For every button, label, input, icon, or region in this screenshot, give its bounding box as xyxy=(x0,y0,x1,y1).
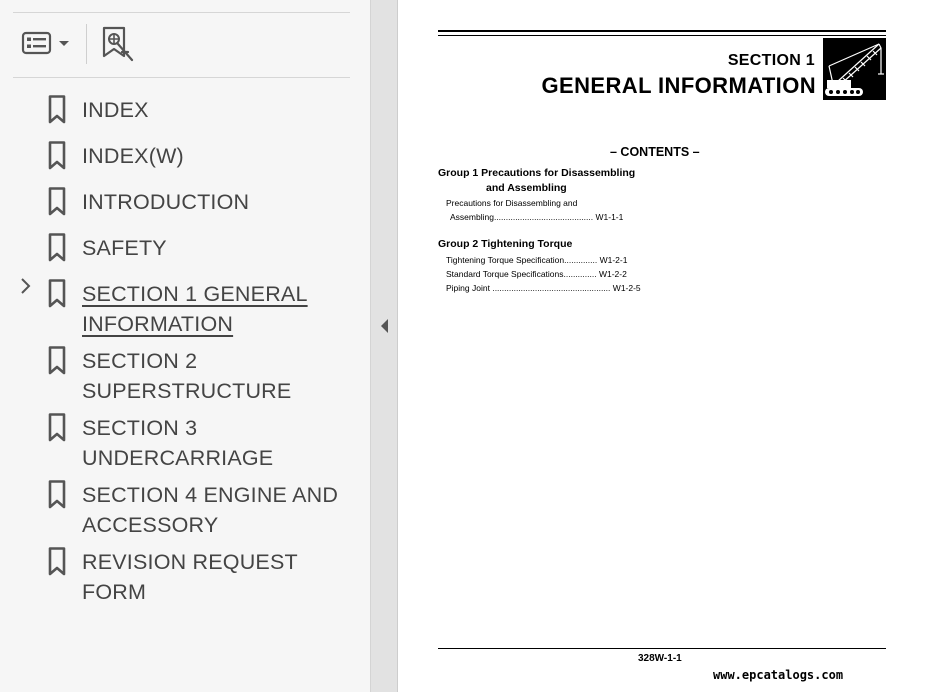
toc-leader: .......................................... xyxy=(493,212,594,222)
toc-entry-text: Tightening Torque Specification xyxy=(446,255,565,265)
header-rule xyxy=(438,30,886,32)
panel-splitter[interactable] xyxy=(371,0,398,692)
bookmark-label: INTRODUCTION xyxy=(82,190,250,214)
toc-entry-link[interactable] xyxy=(450,212,623,222)
bookmark-icon xyxy=(48,141,66,170)
bookmark-icon xyxy=(48,346,66,375)
watermark-text: www.epcatalogs.com xyxy=(713,668,844,682)
bookmark-icon xyxy=(48,233,66,262)
bookmark-icon xyxy=(48,413,66,442)
bookmark-icon xyxy=(48,187,66,216)
section-title: GENERAL INFORMATION xyxy=(541,73,816,98)
toc-entry-text: Precautions for Disassembling and xyxy=(446,198,578,208)
options-menu-button[interactable] xyxy=(18,26,74,62)
bookmark-icon xyxy=(48,279,66,308)
toc-entry-link[interactable] xyxy=(446,255,627,265)
list-options-icon xyxy=(18,26,74,62)
bookmarks-toolbar xyxy=(0,12,371,78)
toc-entry-text: Piping Joint xyxy=(446,283,490,293)
toc-entry-link[interactable] xyxy=(446,283,641,293)
bookmark-label: SAFETY xyxy=(82,236,167,260)
toolbar-divider-vertical xyxy=(86,24,87,64)
bookmark-icon xyxy=(48,480,66,509)
bookmark-icon xyxy=(48,95,66,124)
toc-leader: .................................................. xyxy=(492,283,611,293)
toc-entry-ref: W1-1-1 xyxy=(595,212,624,222)
toc-group-1-title: Group 1 Precautions for Disassembling xyxy=(438,167,636,179)
toc-leader: .............. xyxy=(564,255,598,265)
bookmark-label: SECTION 2 SUPERSTRUCTURE xyxy=(82,349,292,403)
section-number: SECTION 1 xyxy=(727,52,815,69)
bookmark-label: INDEX(W) xyxy=(82,144,184,168)
header-rule-thin xyxy=(438,35,886,36)
document-page xyxy=(398,0,925,692)
toc-entry-ref: W1-2-2 xyxy=(598,269,627,279)
toc-group-1-title-cont: and Assembling xyxy=(486,182,567,194)
toc-group-2-title: Group 2 Tightening Torque xyxy=(438,238,573,250)
toolbar-divider-bottom xyxy=(13,77,350,78)
toc-entry-ref: W1-2-1 xyxy=(599,255,628,265)
bookmark-label: REVISION REQUEST FORM xyxy=(82,550,298,604)
toc-leader: .............. xyxy=(563,269,597,279)
bookmark-label: SECTION 1 GENERAL INFORMATION xyxy=(82,282,308,336)
bookmark-label: INDEX xyxy=(82,98,149,122)
bookmarks-panel xyxy=(0,0,371,692)
contents-heading: – CONTENTS – xyxy=(610,145,700,159)
bookmark-label: SECTION 4 ENGINE AND ACCESSORY xyxy=(82,483,339,537)
crane-icon xyxy=(823,38,886,100)
toc-entry-link[interactable] xyxy=(446,269,627,279)
chevron-right-icon[interactable] xyxy=(18,276,34,296)
bookmark-label: SECTION 3 UNDERCARRIAGE xyxy=(82,416,274,470)
bookmark-icon xyxy=(48,547,66,576)
toc-entry-text: Assembling xyxy=(450,212,494,222)
footer-rule xyxy=(438,648,886,649)
toolbar-divider-top xyxy=(13,12,350,13)
toc-entry-text: Standard Torque Specifications xyxy=(446,269,564,279)
toc-entry-ref: W1-2-5 xyxy=(612,283,641,293)
collapse-panel-icon[interactable] xyxy=(378,316,392,336)
add-bookmark-icon xyxy=(98,26,138,62)
new-bookmark-button[interactable] xyxy=(98,26,138,62)
page-number: 328W-1-1 xyxy=(638,653,682,664)
